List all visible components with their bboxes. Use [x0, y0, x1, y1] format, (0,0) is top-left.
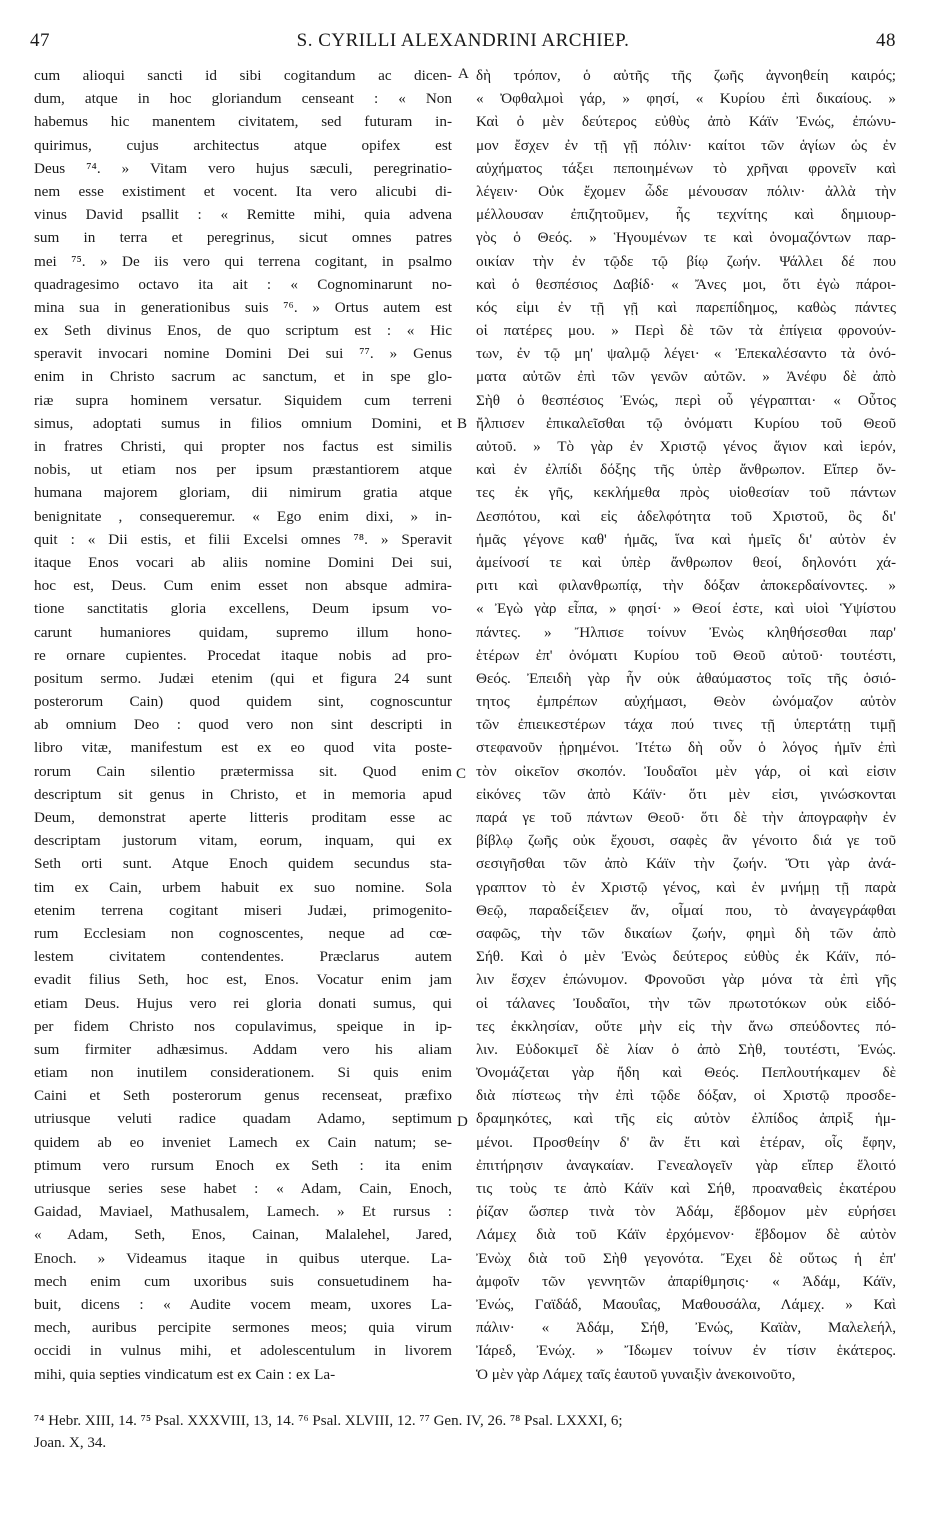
- text-line: Καὶ ὁ μὲν δεύτερος εὐθὺς ἀπὸ Κάϊν Ἐνώς, ἐπώνυ-: [476, 113, 896, 131]
- text-line: ματα αὐτῶν ἐπὶ τῶν γενῶν αὐτῶν. » Ἀνέφυ δὲ ἀπὸ: [476, 368, 896, 386]
- text-line: etiam Deus. Hujus vero rei gloria donati sumus, qui: [34, 994, 452, 1012]
- text-line: γραπτον τὸ ἐν Χριστῷ γένος, καὶ ἐν μνήμῃ τῇ παρὰ: [476, 878, 896, 896]
- text-line: Deus ⁷⁴. » Vitam vero hujus sæculi, peregrinatio-: [34, 159, 452, 177]
- text-line: ab omnium Deo : quod vero non sint descripti in: [34, 716, 452, 734]
- text-line: των, ἐν τῷ μη' ψαλμῷ λέγει· « Ἐπεκαλέσαντο τὰ ὀνό-: [476, 345, 896, 363]
- text-line: utriusque veluti radice quadam Adamo, septimum: [34, 1110, 452, 1128]
- text-line: etenim terrena cogitant miseri Judæi, primogenito-: [34, 901, 452, 919]
- running-title: S. CYRILLI ALEXANDRINI ARCHIEP.: [296, 30, 630, 51]
- text-line: οικίαν τὴν ἐν τῷδε τῷ βίῳ ζωήν. Ψάλλει δέ που: [476, 252, 896, 270]
- text-line: ἐπιτήρησιν ἀναγκαίαν. Γενεαλογεῖν γὰρ εἴπερ ἕλοιτό: [476, 1156, 896, 1174]
- text-line: ἑτέρων ἐπ' ὀνόματι Κυρίου τοῦ Θεοῦ αὐτοῦ· τουτέστι,: [476, 646, 896, 664]
- text-line: ἡμᾶς γέγονε καθ' ἡμᾶς, ἵνα καὶ ἡμεῖς δι' αὐτὸν ἐν: [476, 530, 896, 548]
- text-line: οἱ πατέρες μου. » Περὶ δὲ τῶν τὰ ἐπίγεια φρονούν-: [476, 322, 896, 340]
- text-line: vinus David psallit : « Remitte mihi, quia advena: [34, 206, 452, 224]
- text-line: λιν. Εὐδοκιμεῖ δὲ λίαν ὁ ἀπὸ Σὴθ, τουτέστι, Ἐνώς.: [476, 1040, 896, 1058]
- text-line: nobis, ut etiam nos per ipsum præstantiorem atque: [34, 461, 452, 479]
- section-marker-c: C: [456, 766, 467, 782]
- text-line: habemus hic manentem civitatem, sed futuram in-: [34, 113, 452, 131]
- text-line: σεσιγῆσθαι τῶν ἀπὸ Κάϊν τὴν ζωήν. Ὅτι γὰρ ἀνά-: [476, 855, 896, 873]
- text-line: τὸν οἰκεῖον σκοπόν. Ἰουδαῖοι μὲν γάρ, οἱ καὶ εἰσιν: [476, 762, 896, 780]
- text-line: ῥίζαν ὥσπερ τινὰ τὸν Ἀδάμ, ἕβδομον μὲν εὑρήσει: [476, 1203, 896, 1221]
- text-line: Gaidad, Maviael, Mathusalem, Lamech. » Et rursus :: [34, 1203, 452, 1221]
- text-line: τις τοὺς τε ἀπὸ Κάϊν καὶ Σήθ, προαναθεὶς ἑκατέρου: [476, 1180, 896, 1197]
- text-line: carunt humaniores quidam, supremo illum hono-: [34, 623, 452, 641]
- text-line: σαφῶς, τὴν τῶν δικαίων ζωήν, φημὶ δὴ τῶν ἀπὸ: [476, 924, 896, 942]
- text-line: positum sermo. Judæi etenim (qui et figura 24 sunt: [34, 669, 452, 687]
- text-line: tione sanctitatis gloria excellens, Deum ipsum vo-: [34, 600, 452, 618]
- text-line: itaque Enos vocari ab aliis nomine Domini Dei sui,: [34, 553, 452, 571]
- text-line: γὸς ὁ Θεός. » Ἡγουμένων τε καὶ ὀνομαζόντων παρ-: [476, 229, 896, 247]
- text-line: τες ἐκ γῆς, κεκλήμεθα πρὸς υἱοθεσίαν τοῦ πάντων: [476, 484, 896, 502]
- text-line: δὴ τρόπον, ὁ αὐτῆς τῆς ζωῆς ἀγνοηθείη καιρός;: [476, 67, 896, 84]
- text-line: δραμηκότες, καὶ τῆς εἰς αὐτὸν ἐλπίδος ἀπρὶξ ἡμ-: [476, 1110, 896, 1128]
- text-line: quirimus, cujus architectus atque opifex est: [34, 136, 452, 154]
- text-line: mihi, quia septies vindicatum est ex Cain : ex La-: [34, 1365, 336, 1383]
- footnote-line: Joan. X, 34.: [34, 1435, 107, 1451]
- text-line: rum Ecclesiam non cognoscentes, neque ad cœ-: [34, 924, 452, 942]
- text-line: riæ supra hominem versatur. Siquidem cum terreni: [34, 391, 452, 409]
- text-line: μέλλουσαν ἐπιζητοῦμεν, ἧς τεχνίτης καὶ δημιουρ-: [476, 206, 896, 224]
- text-line: Ἐνώς, Γαϊδάδ, Μαουΐας, Μαθουσάλα, Λάμεχ. » Καὶ: [476, 1295, 896, 1313]
- text-line: Ἐνὼχ διὰ τοῦ Σὴθ γεγονότα. Ἔχει δὲ οὕτως ἡ ἐπ': [476, 1249, 896, 1267]
- text-line: humana majorem gloriam, dii nimirum gratia atque: [34, 484, 452, 502]
- text-line: λέγειν· Οὐκ ἔχομεν ὧδε μένουσαν πόλιν· ἀλλὰ τὴν: [476, 182, 896, 200]
- text-line: ριτι καὶ φιλανθρωπίᾳ, τὴν δόξαν ἀποκερδαίνοντες. »: [476, 577, 896, 595]
- text-line: descriptam justorum vitam, eorum, inquam, qui ex: [34, 832, 452, 850]
- text-line: lestem civitatem contendentes. Præclarus autem: [34, 948, 452, 966]
- text-line: evadit filius Seth, hoc est, Enos. Vocatur enim jam: [34, 971, 452, 989]
- text-line: καὶ ὁ θεσπέσιος Δαβίδ· « Ἄνες μοι, ὅτι ἐγὼ πάροι-: [476, 275, 896, 293]
- text-line: μένοι. Προσθείην δ' ἂν ἔτι καὶ ἑτέραν, οἷς ἔφην,: [476, 1133, 896, 1151]
- footnotes: [34, 1410, 904, 1454]
- text-line: per fidem Christo nos copulavimus, speique in ip-: [34, 1017, 452, 1035]
- text-line: αὐτοῦ. » Τὸ γὰρ ἐν Χριστῷ γένος ἅγιον καὶ ἱερόν,: [476, 438, 896, 455]
- text-line: οἱ τάλανες Ἰουδαῖοι, τὴν τῶν πρωτοτόκων οὐκ εἰδό-: [476, 994, 896, 1012]
- text-line: nem esse existiment et vocent. Ita vero alicubi di-: [34, 182, 452, 200]
- text-line: κός εἰμι ἐν τῇ γῇ καὶ παρεπίδημος, καθὼς πάντες: [476, 298, 896, 316]
- text-line: καὶ ἐν ἐλπίδι δόξης τῆς ὑπὲρ ἄνθρωπον. Εἴπερ ὄν-: [476, 461, 896, 479]
- text-line: benignitate , consequeremur. « Ego enim dixi, » in-: [34, 507, 452, 525]
- section-marker-a: A: [458, 66, 469, 82]
- text-line: μον ἔσχεν ἐν τῇ γῇ πόλιν· καίτοι τῶν ἁγίων ὡς ἐν: [476, 136, 896, 154]
- section-marker-b: B: [457, 416, 468, 432]
- text-line: mei ⁷⁵. » De iis vero qui terrena cogitant, in psalmo: [34, 252, 452, 270]
- text-line: Σὴθ ὁ θεσπέσιος Ἐνώς, περὶ οὗ γέγραπται· « Οὗτος: [476, 391, 896, 409]
- text-line: tim ex Cain, urbem habuit ex suo nomine. Sola: [34, 878, 452, 896]
- text-line: ἀμφοῖν τῶν γεννητῶν ἀπαρίθμησις· « Ἀδάμ, Κάϊν,: [476, 1272, 896, 1290]
- latin-column: [34, 64, 452, 1386]
- text-line: enim in Christo sacrum ac sanctum, et in spe glo-: [34, 368, 452, 386]
- text-line: quadragesimo octavo ita ait : « Cognominarunt no-: [34, 275, 452, 293]
- text-line: Θεός. Ἐπειδὴ γὰρ ἦν οὐκ ἀθαύμαστος τοῖς τῆς ὁσιό-: [476, 669, 896, 687]
- text-line: Ἰάρεδ, Ἐνώχ. » Ἴδωμεν τοίνυν ἐν τίσιν ἑκάτερος.: [476, 1342, 896, 1360]
- text-line: speravit invocari nomine Domini Dei sui ⁷⁷. » Genus: [34, 345, 452, 363]
- text-line: rorum Cain silentio prætermissa sit. Quod enim: [34, 762, 452, 780]
- text-line: quidem ab eo inveniet Lamech ex Cain natum; se-: [34, 1133, 452, 1151]
- text-line: Seth orti sunt. Atque Enoch quidem secundus sta-: [34, 855, 452, 873]
- text-line: ptimum vero rursum Enoch ex Seth : ita enim: [34, 1156, 452, 1174]
- text-line: Caini et Seth posterorum genus recenseat, præfixo: [34, 1087, 452, 1105]
- text-line: Θεῷ, παραδείξειεν ἄν, οἶμαί που, τὸ ἀναγεγράφθαι: [476, 901, 896, 919]
- text-line: διὰ πίστεως τὴν ἐπὶ τῷδε δόξαν, οἱ Χριστῷ προσδε-: [476, 1087, 896, 1105]
- text-line: libro vitæ, manifestum est ex eo quod vita poste-: [34, 739, 452, 757]
- text-line: occidi in vulnus mihi, et adolescentulum in livorem: [34, 1342, 452, 1360]
- text-line: buit, dicens : « Audite vocem meam, uxores La-: [34, 1295, 452, 1313]
- text-line: Enoch. » Videamus itaque in quibus uterque. La-: [34, 1249, 452, 1267]
- text-line: « Ἐγὼ γὰρ εἶπα, » φησί· » Θεοί ἐστε, καὶ υἱοὶ Ὑψίστου: [476, 600, 896, 618]
- text-line: τες ἐκκλησίαν, οὔτε μὴν εἰς τὴν ἄνω σπεύδοντες πό-: [476, 1017, 896, 1035]
- text-line: Ὀνομάζεται γὰρ ἤδη καὶ Θεός. Πεπλουτήκαμεν δὲ: [476, 1064, 896, 1082]
- text-line: παρά γε τοῦ πάντων Θεοῦ· ὅτι δὲ τὴν ἀπογραφὴν ἐν: [476, 809, 896, 826]
- text-line: utriusque series sese habet : « Adam, Cain, Enoch,: [34, 1180, 452, 1197]
- text-line: αὐχήματος τάξει πεποιημένων τὸ χρῆναι φρονεῖν καὶ: [476, 159, 896, 177]
- text-line: « Adam, Seth, Enos, Cainan, Malalehel, Jared,: [34, 1226, 452, 1244]
- text-line: sum firmiter adhæsimus. Addam vero his aliam: [34, 1040, 452, 1058]
- text-line: πάντες. » Ἤλπισε τοίνυν Ἐνὼς κληθήσεσθαι παρ': [476, 623, 896, 641]
- text-line: ex Seth divinus Enos, de quo scriptum est : « Hic: [34, 322, 452, 340]
- page-header: [30, 30, 896, 60]
- text-line: sum in terra et peregrinus, sicut omnes patres: [34, 229, 452, 247]
- text-line: re ornare cupientes. Procedat itaque nobis ad pro-: [34, 646, 452, 664]
- text-line: λιν ἔσχεν ἐπώνυμον. Φρονοῦσι γὰρ μόνα τὰ ἐπὶ γῆς: [476, 971, 896, 989]
- text-line: πάλιν· « Ἀδάμ, Σήθ, Ἐνώς, Καϊὰν, Μαλελεήλ,: [476, 1319, 896, 1337]
- text-line: εἰκόνες τῶν ἀπὸ Κάϊν· ὅτι μὲν εἰσι, γινώσκονται: [476, 785, 896, 803]
- section-marker-d: D: [457, 1114, 468, 1130]
- text-line: mech, auribus percipite sermones meos; quia virum: [34, 1319, 452, 1337]
- text-line: cum alioqui sancti id sibi cogitandum ac dicen-: [34, 67, 452, 84]
- text-line: Ὁ μὲν γὰρ Λάμεχ ταῖς ἑαυτοῦ γυναιξὶν ἀνεκοινοῦτο,: [476, 1365, 796, 1383]
- text-line: etiam non inutilem considerationem. Si quis enim: [34, 1064, 452, 1082]
- text-line: ἤλπισεν ἐπικαλεῖσθαι τῷ ὀνόματι Κυρίου τοῦ Θεοῦ: [476, 414, 896, 432]
- text-line: simus, adoptati sumus in filios omnium Domini, et: [34, 414, 452, 432]
- page-number-right: 48: [876, 30, 896, 51]
- text-line: mech enim cum uxoribus suis consuetudinem ha-: [34, 1272, 452, 1290]
- page-number-left: 47: [30, 30, 50, 51]
- text-line: τητος ἐμπρέπων αὐχήμασι, Θεὸν ὠνόμαζον αὐτὸν: [476, 693, 896, 711]
- text-line: βίβλῳ ζωῆς οὐκ ἔχουσι, σαφὲς ἂν γένοιτο διά γε τοῦ: [476, 832, 896, 850]
- text-line: hoc est, Deus. Cum enim esset non absque admira-: [34, 577, 452, 595]
- text-line: Δεσπότου, καὶ εἰς ἀδελφότητα τοῦ Χριστοῦ, ὃς δι': [476, 507, 896, 525]
- text-line: Deum, demonstrat aperte litteris proditam esse ac: [34, 809, 452, 826]
- text-line: Λάμεχ διὰ τοῦ Κάϊν ἐρχόμενον· ἕβδομον δὲ αὐτὸν: [476, 1226, 896, 1244]
- greek-column: [476, 64, 896, 1386]
- text-line: τῶν ἐπιεικεστέρων τάχα πού τινες τῇ ὑπερτάτῃ τιμῇ: [476, 716, 896, 734]
- text-line: στεφανοῦν ᾑρημένοι. Ἰτέτω δὴ οὖν ὁ λόγος ἡμῖν ἐπὶ: [476, 739, 896, 757]
- text-line: in fratres Christi, qui propter nos factus est similis: [34, 438, 452, 455]
- text-line: ἀμείνοσί τε καὶ ὑπὲρ ἄνθρωπον θεοί, δηλονότι χά-: [476, 553, 896, 571]
- text-line: Σήθ. Καὶ ὁ μὲν Ἐνὼς δεύτερος εὐθὺς ἐκ Κάϊν, πό-: [476, 948, 896, 966]
- text-line: posterorum Cain) quod quidem sint, cognoscuntur: [34, 693, 452, 711]
- text-line: « Ὀφθαλμοὶ γάρ, » φησί, « Κυρίου ἐπὶ δικαίους. »: [476, 90, 896, 108]
- text-line: descriptum sit genus in Christo, et in memoria apud: [34, 785, 452, 803]
- footnote-line: ⁷⁴ Hebr. XIII, 14. ⁷⁵ Psal. XXXVIII, 13, 14. ⁷⁶ Psal. XLVIII, 12. ⁷⁷ Gen. IV, 26. ⁷⁸ Psal. LXXXI, 6;: [34, 1413, 623, 1429]
- text-line: quit : « Dii estis, et filii Excelsi omnes ⁷⁸. » Speravit: [34, 530, 452, 548]
- text-line: mina sua in generationibus suis ⁷⁶. » Ortus autem est: [34, 298, 452, 316]
- text-line: dum, atque in hoc gloriandum censeant : « Non: [34, 90, 452, 108]
